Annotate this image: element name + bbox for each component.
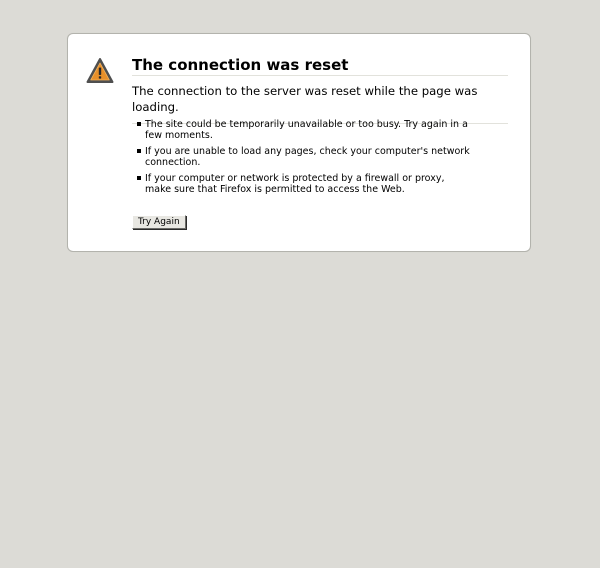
warning-triangle-icon: [86, 57, 114, 85]
bullet-icon: [137, 122, 141, 126]
bullet-icon: [137, 149, 141, 153]
suggestion-text: If your computer or network is protected by a firewall or proxy, make sure that Firefox is permitted to access the Web.: [145, 173, 445, 195]
bullet-icon: [137, 176, 141, 180]
suggestion-item: [132, 146, 472, 168]
error-page-container: [67, 33, 531, 252]
try-again-button[interactable]: Try Again: [132, 215, 186, 229]
suggestion-item: [132, 173, 472, 195]
suggestion-list: [132, 119, 472, 200]
error-short-description: The connection to the server was reset while the page was loading.: [132, 83, 508, 124]
error-title: The connection was reset: [132, 56, 508, 76]
suggestion-text: The site could be temporarily unavailable or too busy. Try again in a few moments.: [145, 119, 468, 141]
suggestion-text: If you are unable to load any pages, check your computer's network connection.: [145, 146, 470, 168]
suggestion-item: [132, 119, 472, 141]
